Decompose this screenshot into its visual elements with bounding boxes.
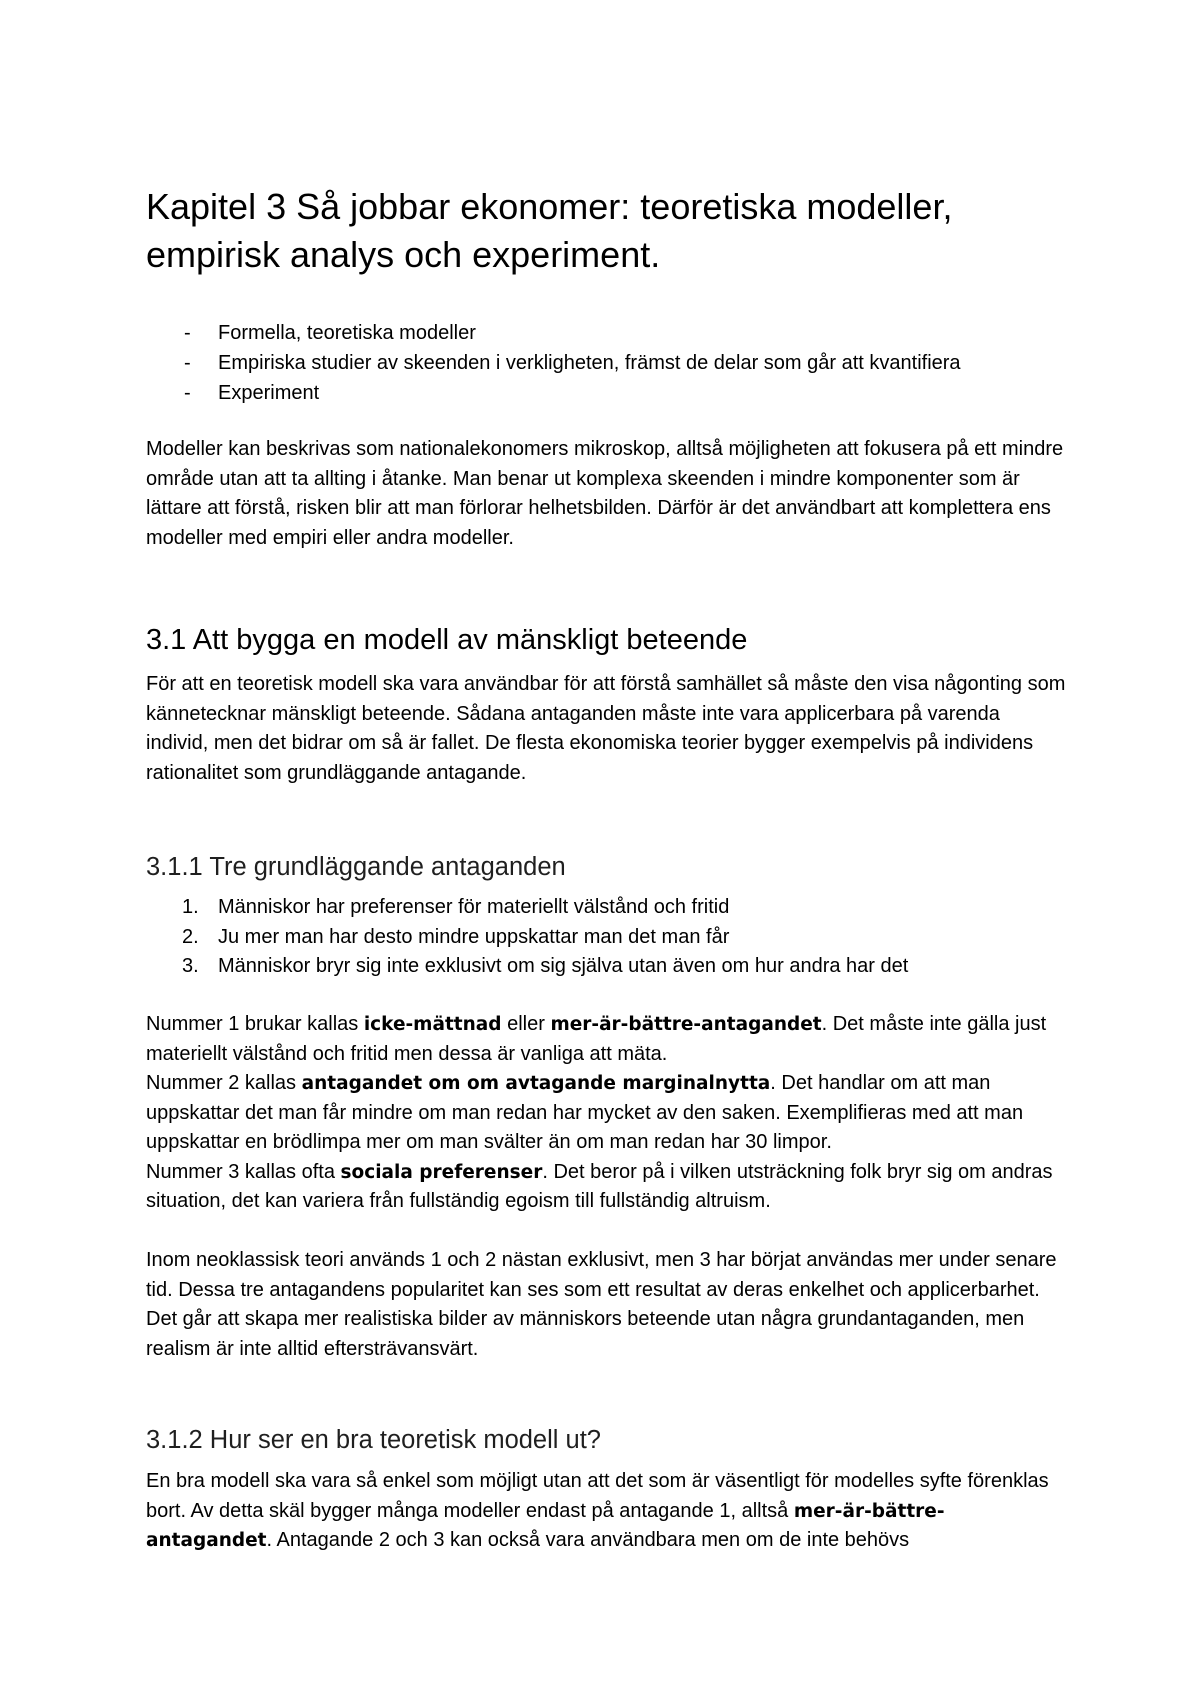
section-3-1-2-paragraph	[146, 1467, 1066, 1556]
text-run: . Det måste inte gälla just materiellt välstånd och fritid men dessa är vanliga att mäta.	[146, 1013, 1047, 1065]
assumption-explanations	[146, 1010, 1066, 1217]
list-item	[146, 348, 1076, 378]
text-run: Nummer 3 kallas ofta	[146, 1160, 341, 1183]
bold-term: sociala preferenser	[340, 1161, 543, 1183]
paragraph-assumption-2	[146, 1069, 1066, 1158]
bullet-text: Empiriska studier av skeenden i verkligheten, främst de delar som går att kvantifiera	[218, 352, 961, 374]
bullet-marker: -	[184, 382, 191, 404]
chapter-title: Kapitel 3 Så jobbar ekonomer: teoretiska modeller, empirisk analys och experiment.	[146, 186, 953, 275]
bullet-marker: -	[184, 322, 191, 344]
section-3-1-paragraph: För att en teoretisk modell ska vara användbar för att förstå samhället så måste den visa någonting som kännetecknar mänskligt beteende. Sådana antaganden måste inte vara applicerbara på varenda individ, men det bidrar om så är fallet. De flesta ekonomiska teorier bygger exempelvis på individens rationalitet som grundläggande antagande.	[146, 673, 1066, 784]
bold-term: mer-är-bättre-antagandet	[146, 1500, 945, 1551]
text-run: . Det handlar om att man uppskattar det man får mindre om man redan har mycket av den saken. Exemplifieras med att man uppskattar en brödlimpa mer om man svälter än om man redan har 30 limpor.	[146, 1072, 1024, 1153]
paragraph-assumption-1	[146, 1010, 1066, 1069]
bold-term: mer-är-bättre-antagandet	[550, 1014, 822, 1035]
text-run: . Antagande 2 och 3 kan också vara användbara men om de inte behövs	[266, 1529, 910, 1551]
section-heading-3-1-2: 3.1.2 Hur ser en bra teoretisk modell ut?	[146, 1426, 601, 1454]
assumptions-list	[146, 893, 1076, 982]
neoclassical-paragraph: Inom neoklassisk teori används 1 och 2 nästan exklusivt, men 3 har börjat användas mer under senare tid. Dessa tre antagandens popularitet kan ses som ett resultat av deras enkelhet och applicerbarhet. Det går att skapa mer realistiska bilder av människors beteende utan några grundantaganden, men realism är inte alltid eftersträvansvärt.	[146, 1249, 1057, 1360]
list-item	[146, 952, 1076, 982]
bullet-text: Experiment	[218, 382, 320, 404]
section-heading-3-1-1: 3.1.1 Tre grundläggande antaganden	[146, 853, 566, 881]
list-item	[146, 378, 1076, 408]
paragraph-assumption-3	[146, 1158, 1066, 1217]
list-item	[146, 923, 1076, 953]
section-heading-3-1: 3.1 Att bygga en modell av mänskligt beteende	[146, 624, 748, 656]
intro-paragraph: Modeller kan beskrivas som nationalekonomers mikroskop, alltså möjligheten att fokusera på ett mindre område utan att ta allting i åtanke. Man benar ut komplexa skeenden i mindre komponenter som är lättare att förstå, risken blir att man förlorar helhetsbilden. Därför är det användbart att komplettera ens modeller med empiri eller andra modeller.	[146, 438, 1064, 549]
text-run: Nummer 2 kallas	[146, 1072, 302, 1094]
text-run: Nummer 1 brukar kallas	[146, 1013, 364, 1035]
bold-term: antagandet om om avtagande marginalnytta	[301, 1073, 771, 1094]
list-item	[146, 318, 1076, 348]
text-run: eller	[501, 1013, 551, 1035]
list-item	[146, 893, 1076, 923]
bold-term: icke-mättnad	[363, 1014, 502, 1035]
text-run: En bra modell ska vara så enkel som möjligt utan att det som är väsentligt för modelles syfte förenklas bort. Av detta skäl bygger många modeller endast på antagande 1, alltså	[146, 1470, 1049, 1522]
bullet-marker: -	[184, 352, 191, 374]
list-number: 1.	[182, 896, 199, 918]
list-text: Människor bryr sig inte exklusivt om sig själva utan även om hur andra har det	[218, 955, 909, 977]
intro-bullet-list	[146, 318, 1076, 408]
list-text: Människor har preferenser för materiellt välstånd och fritid	[218, 896, 730, 918]
text-run: . Det beror på i vilken utsträckning folk bryr sig om andras situation, det kan variera från fullständig egoism till fullständig altruism.	[146, 1160, 1053, 1212]
list-number: 2.	[182, 925, 199, 948]
list-number: 3.	[182, 955, 199, 977]
bullet-text: Formella, teoretiska modeller	[218, 322, 476, 344]
list-text: Ju mer man har desto mindre uppskattar man det man får	[218, 925, 730, 948]
